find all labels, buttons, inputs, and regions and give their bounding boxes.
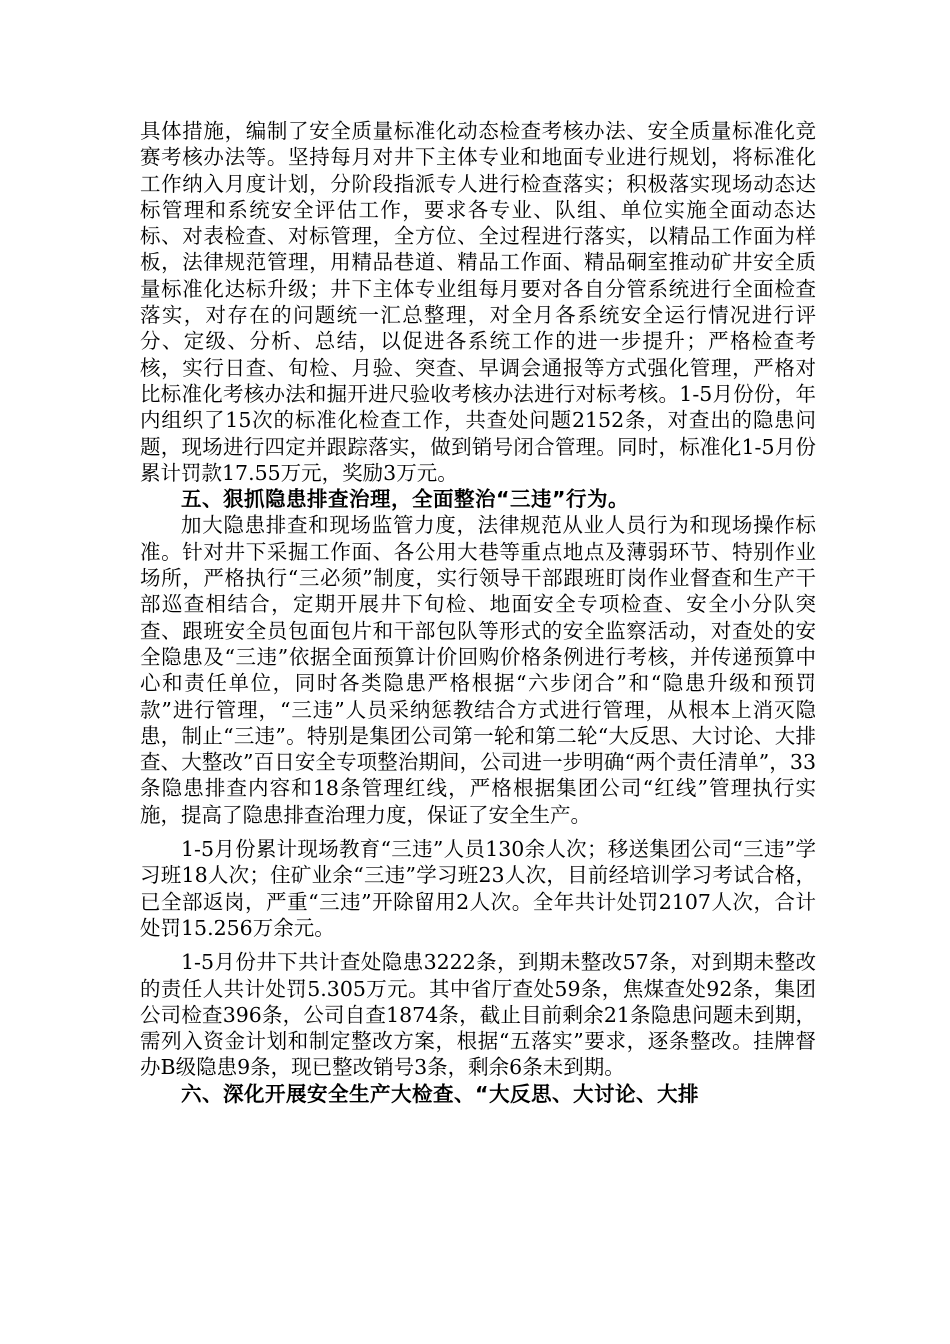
section-heading-6: 六、深化开展安全生产大检查、“大反思、大讨论、大排 [181,1081,699,1106]
paragraph-5b: 1-5月份累计现场教育“三违”人员130余人次；移送集团公司“三违”学习班18人次；住矿业余“三违”学习班23人次，目前经培训学习考试合格，已全部返岗，严重“三违”开除留用2人次。全年共计处罚2107人次，合计处罚15.256万余元。 [140,837,816,940]
paragraph-continued: 具体措施，编制了安全质量标准化动态检查考核办法、安全质量标准化竞赛考核办法等。坚持每月对井下主体专业和地面专业进行规划，将标准化工作纳入月度计划，分阶段指派专人进行检查落实；积极落实现场动态达标管理和系统安全评估工作，要求各专业、队组、单位实施全面动态达标、对表检查、对标管理，全方位、全过程进行落实，以精品工作面为样板，法律规范管理，用精品巷道、精品工作面、精品硐室推动矿井安全质量标准化达标升级；井下主体专业组每月要对各自分管系统进行全面检查落实，对存在的问题统一汇总整理，对全月各系统安全运行情况进行评分、定级、分析、总结，以促进各系统工作的进一步提升；严格检查考核，实行日查、旬检、月验、突查、早调会通报等方式强化管理，严格对比标准化考核办法和掘开进尺验收考核办法进行对标考核。1-5月份份，年内组织了15次的标准化检查工作，共查处问题2152条，对查出的隐患问题，现场进行四定并跟踪落实，做到销号闭合管理。同时，标准化1-5月份累计罚款17.55万元，奖励3万元。 [140,119,816,485]
section-heading-5: 五、狠抓隐患排查治理，全面整治“三违”行为。 [181,487,629,512]
paragraph-5c: 1-5月份井下共计查处隐患3222条，到期未整改57条，对到期未整改的责任人共计处罚5.305万元。其中省厅查处59条，焦煤查处92条，集团公司检查396条，公司自查1874条，截止目前剩余21条隐患问题未到期，需列入资金计划和制定整改方案，根据“五落实”要求，逐条整改。挂牌督办B级隐患9条，现已整改销号3条，剩余6条未到期。 [140,950,816,1080]
paragraph-5a: 加大隐患排查和现场监管力度，法律规范从业人员行为和现场操作标准。针对井下采掘工作面、各公用大巷等重点地点及薄弱环节、特别作业场所，严格执行“三必须”制度，实行领导干部跟班盯岗作业督查和生产干部巡查相结合，定期开展井下旬检、地面安全专项检查、安全小分队突查、跟班安全员包面包片和干部包队等形式的安全监察活动，对查处的安全隐患及“三违”依据全面预算计价回购价格条例进行考核，并传递预算中心和责任单位，同时各类隐患严格根据“六步闭合”和“隐患升级和预罚款”进行管理，“三违”人员采纳惩教结合方式进行管理，从根本上消灭隐患，制止“三违”。特别是集团公司第一轮和第二轮“大反思、大讨论、大排查、大整改”百日安全专项整治期间，公司进一步明确“两个责任清单”，33条隐患排查内容和18条管理红线，严格根据集团公司“红线”管理执行实施，提高了隐患排查治理力度，保证了安全生产。 [140,513,816,827]
document-page [140,118,816,1107]
